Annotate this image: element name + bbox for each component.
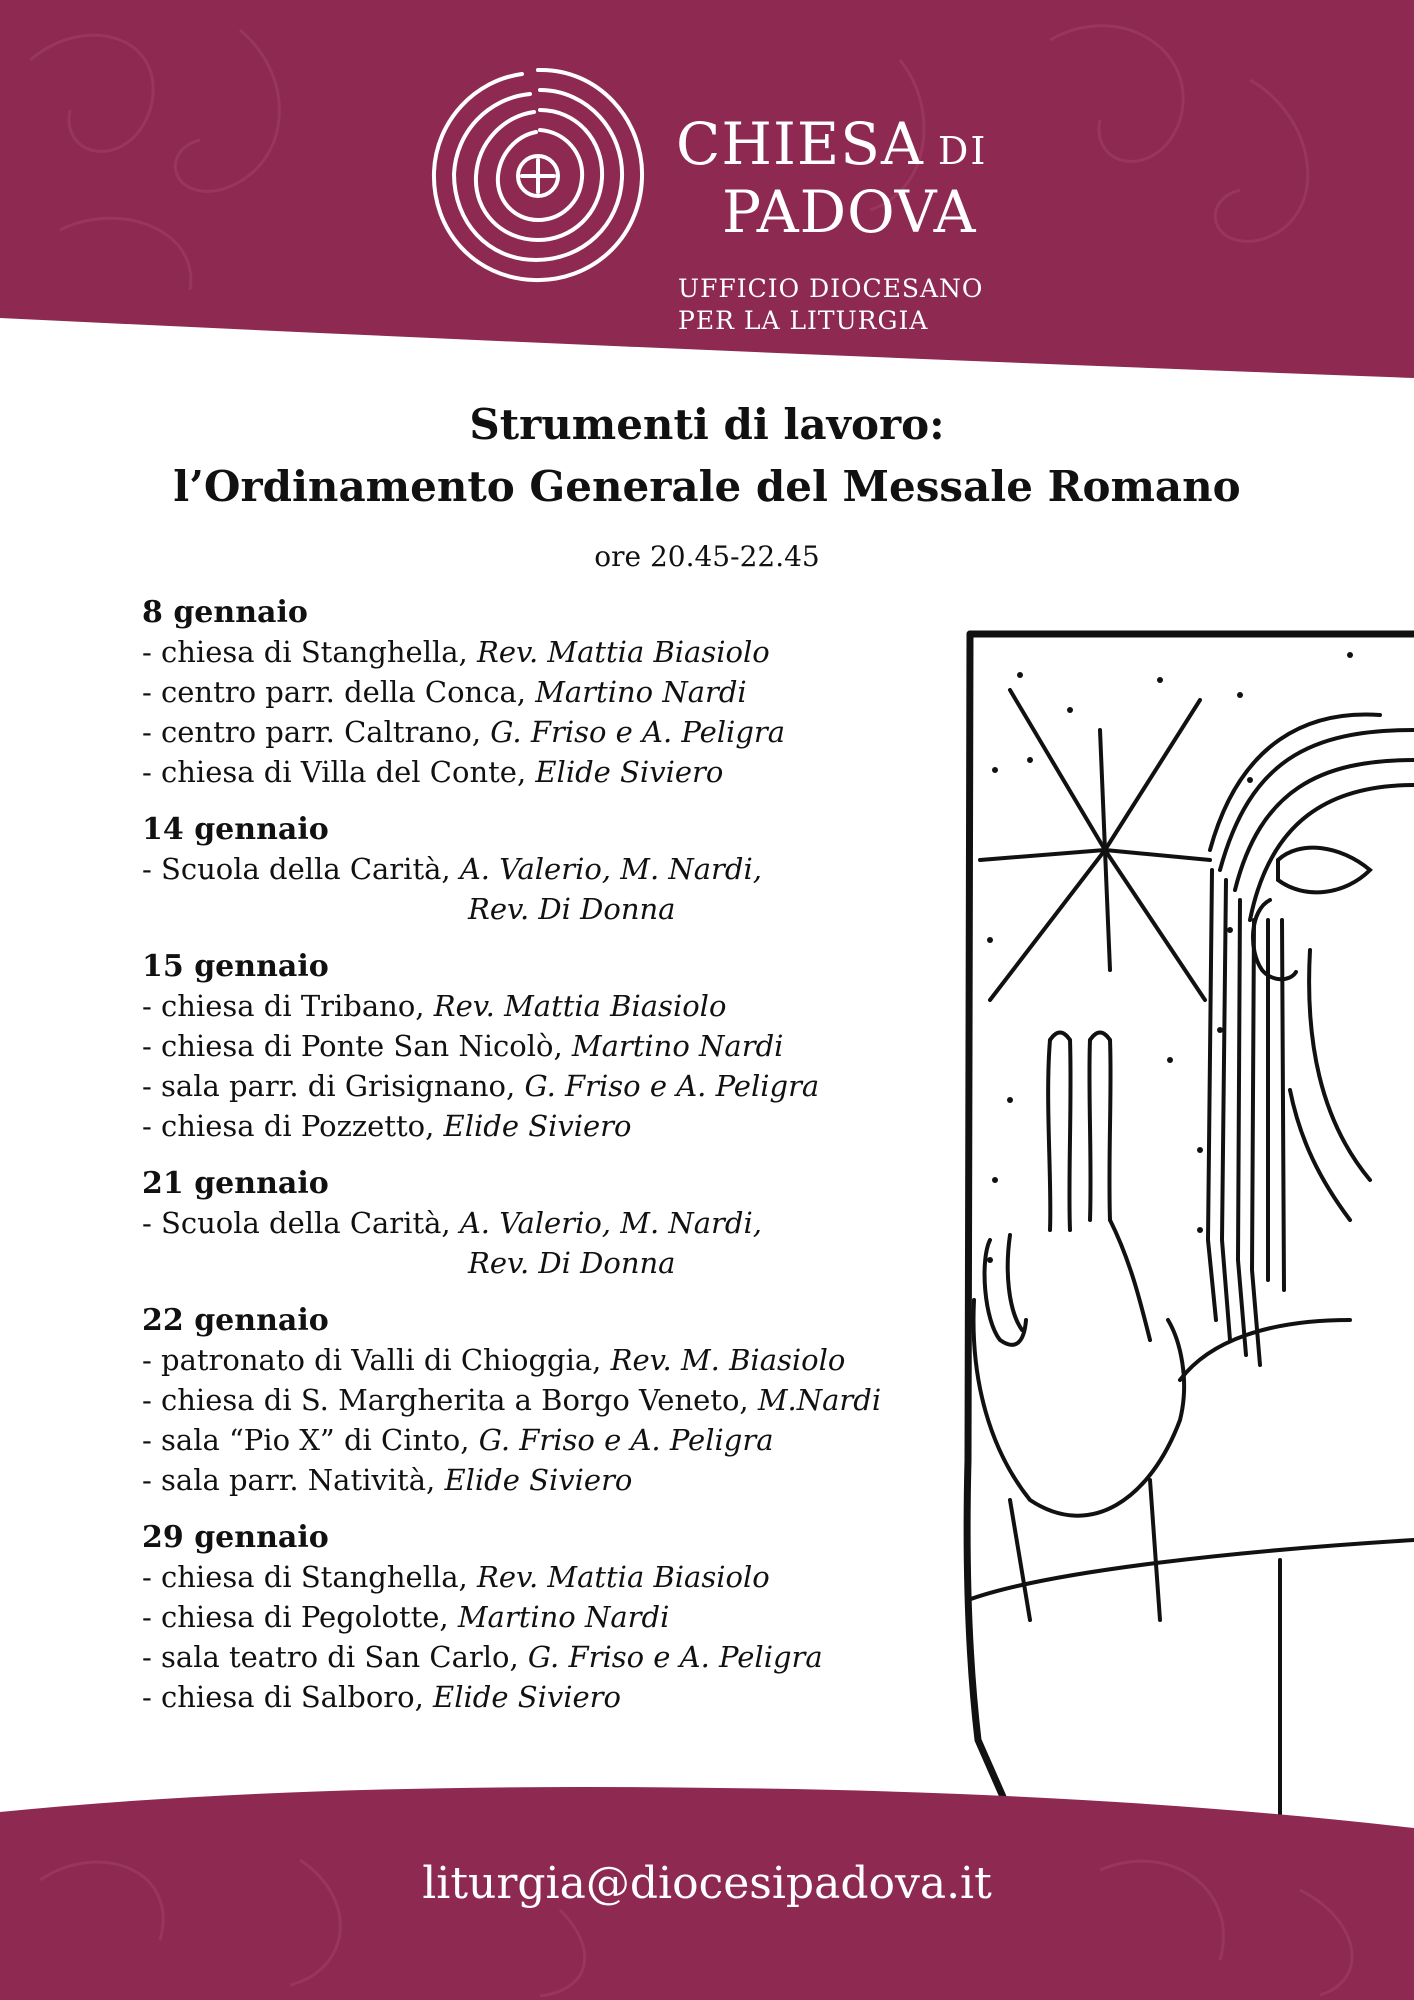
schedule-entry: - chiesa di Villa del Conte, Elide Siviero	[142, 755, 724, 789]
day-date: 29 gennaio	[142, 1520, 329, 1555]
event-time: ore 20.45-22.45	[594, 540, 820, 573]
schedule-day	[142, 594, 962, 792]
schedule-entry: - Scuola della Carità, A. Valerio, M. Nardi, Rev. Di Donna	[142, 852, 762, 926]
schedule-entry: - chiesa di Stanghella, Rev. Mattia Biasiolo	[142, 1560, 770, 1594]
schedule-entry: - chiesa di Ponte San Nicolò, Martino Nardi	[142, 1029, 784, 1063]
schedule-day	[142, 811, 962, 929]
schedule-entry: - chiesa di Tribano, Rev. Mattia Biasiolo	[142, 989, 727, 1023]
schedule-entry: - centro parr. Caltrano, G. Friso e A. Peligra	[142, 715, 786, 749]
schedule-entry: - chiesa di Salboro, Elide Siviero	[142, 1680, 621, 1714]
day-date: 8 gennaio	[142, 595, 308, 630]
day-date: 15 gennaio	[142, 949, 329, 984]
page-title-line1: Strumenti di lavoro:	[469, 400, 945, 449]
schedule-day	[142, 1302, 962, 1500]
schedule-entry: - centro parr. della Conca, Martino Nardi	[142, 675, 747, 709]
day-date: 21 gennaio	[142, 1166, 329, 1201]
brand-name-line1: CHIESA DI	[676, 110, 988, 178]
schedule-entry: - chiesa di Stanghella, Rev. Mattia Biasiolo	[142, 635, 770, 669]
schedule-day	[142, 1165, 962, 1283]
schedule-entry: - chiesa di Pozzetto, Elide Siviero	[142, 1109, 632, 1143]
schedule-day	[142, 948, 962, 1146]
page-title-line2: l’Ordinamento Generale del Messale Romano	[173, 462, 1241, 511]
brand-name-line2: PADOVA	[722, 178, 977, 246]
schedule-entry: - sala “Pio X” di Cinto, G. Friso e A. Peligra	[142, 1423, 774, 1457]
brand-subtitle-line1: UFFICIO DIOCESANO	[678, 274, 984, 303]
schedule-entry: - sala parr. Natività, Elide Siviero	[142, 1463, 633, 1497]
logo-spiral-cross	[418, 50, 658, 300]
day-date: 22 gennaio	[142, 1303, 329, 1338]
schedule-entry: - chiesa di Pegolotte, Martino Nardi	[142, 1600, 670, 1634]
day-date: 14 gennaio	[142, 812, 329, 847]
schedule-entry: - sala teatro di San Carlo, G. Friso e A. Peligra	[142, 1640, 823, 1674]
jesus-blessing-illustration	[950, 620, 1414, 1860]
contact-email[interactable]: liturgia@diocesipadova.it	[422, 1858, 992, 1909]
schedule-entry: - sala parr. di Grisignano, G. Friso e A. Peligra	[142, 1069, 820, 1103]
schedule-day	[142, 1519, 962, 1717]
schedule-entry: - patronato di Valli di Chioggia, Rev. M. Biasiolo	[142, 1343, 846, 1377]
brand-subtitle-line2: PER LA LITURGIA	[678, 306, 929, 335]
schedule	[142, 594, 962, 1736]
schedule-entry: - chiesa di S. Margherita a Borgo Veneto, M.Nardi	[142, 1383, 882, 1417]
schedule-entry: - Scuola della Carità, A. Valerio, M. Nardi, Rev. Di Donna	[142, 1206, 762, 1280]
